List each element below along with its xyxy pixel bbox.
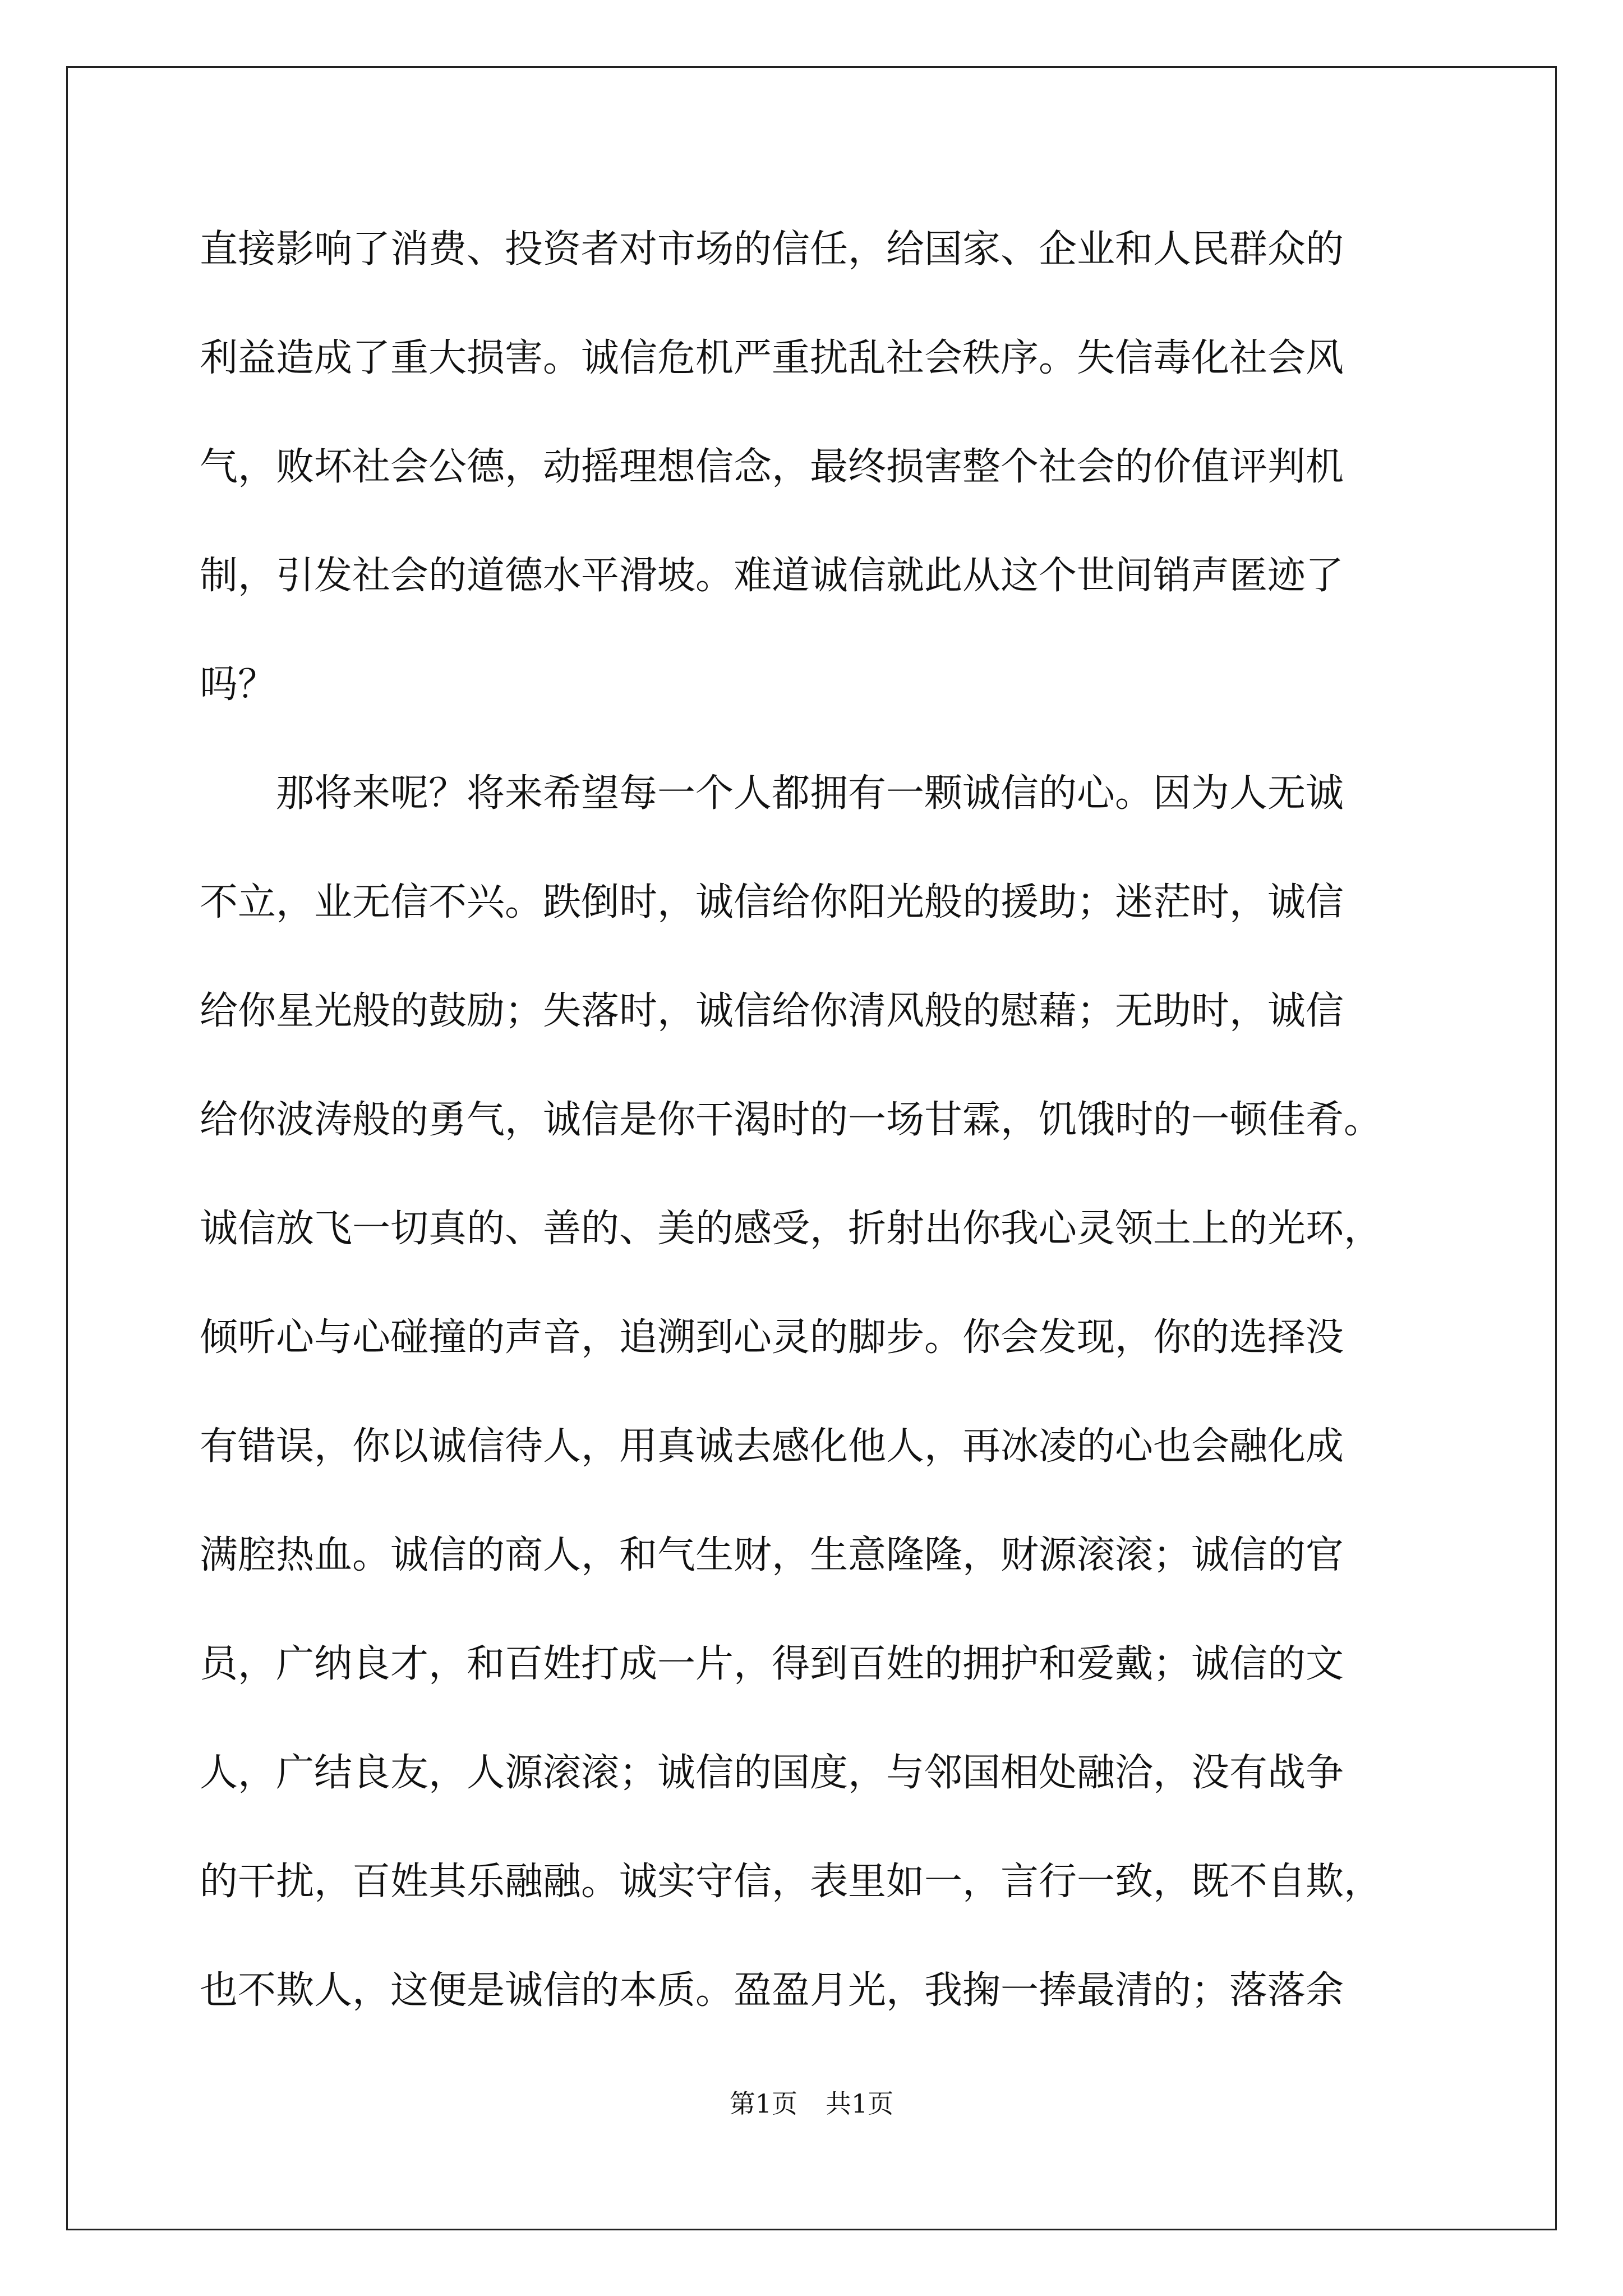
text-line: 利益造成了重大损害。诚信危机严重扰乱社会秩序。失信毒化社会风	[200, 336, 1344, 380]
text-line: 吗？	[200, 662, 276, 707]
text-line: 诚信放飞一切真的、善的、美的感受，折射出你我心灵领土上的光环，	[200, 1207, 1382, 1251]
text-line: 给你星光般的鼓励；失落时，诚信给你清风般的慰藉；无助时，诚信	[200, 989, 1344, 1033]
text-line: 那将来呢？将来希望每一个人都拥有一颗诚信的心。因为人无诚	[200, 771, 1344, 816]
text-line: 给你波涛般的勇气，诚信是你干渴时的一场甘霖，饥饿时的一顿佳肴。	[200, 1098, 1382, 1142]
text-line: 人，广结良友，人源滚滚；诚信的国度，与邻国相处融洽，没有战争	[200, 1751, 1344, 1795]
page-total: 共1页	[826, 2088, 894, 2119]
text-line: 有错误，你以诚信待人，用真诚去感化他人，再冰凌的心也会融化成	[200, 1424, 1344, 1469]
text-line: 制，引发社会的道德水平滑坡。难道诚信就此从这个世间销声匿迹了	[200, 554, 1344, 598]
text-line: 直接影响了消费、投资者对市场的信任，给国家、企业和人民群众的	[200, 227, 1344, 272]
text-line: 满腔热血。诚信的商人，和气生财，生意隆隆，财源滚滚；诚信的官	[200, 1533, 1344, 1577]
text-line: 员，广纳良才，和百姓打成一片，得到百姓的拥护和爱戴；诚信的文	[200, 1642, 1344, 1686]
text-line: 不立，业无信不兴。跌倒时，诚信给你阳光般的援助；迷茫时，诚信	[200, 880, 1344, 924]
page-footer	[0, 2087, 1623, 2120]
page-number: 第1页	[729, 2088, 797, 2119]
text-line: 的干扰，百姓其乐融融。诚实守信，表里如一，言行一致，既不自欺，	[200, 1860, 1382, 1904]
text-line: 也不欺人，这便是诚信的本质。盈盈月光，我掬一捧最清的；落落余	[200, 1968, 1344, 2013]
page-border	[66, 66, 1557, 2230]
text-line: 倾听心与心碰撞的声音，追溯到心灵的脚步。你会发现，你的选择没	[200, 1315, 1344, 1360]
text-line: 气，败坏社会公德，动摇理想信念，最终损害整个社会的价值评判机	[200, 445, 1344, 489]
